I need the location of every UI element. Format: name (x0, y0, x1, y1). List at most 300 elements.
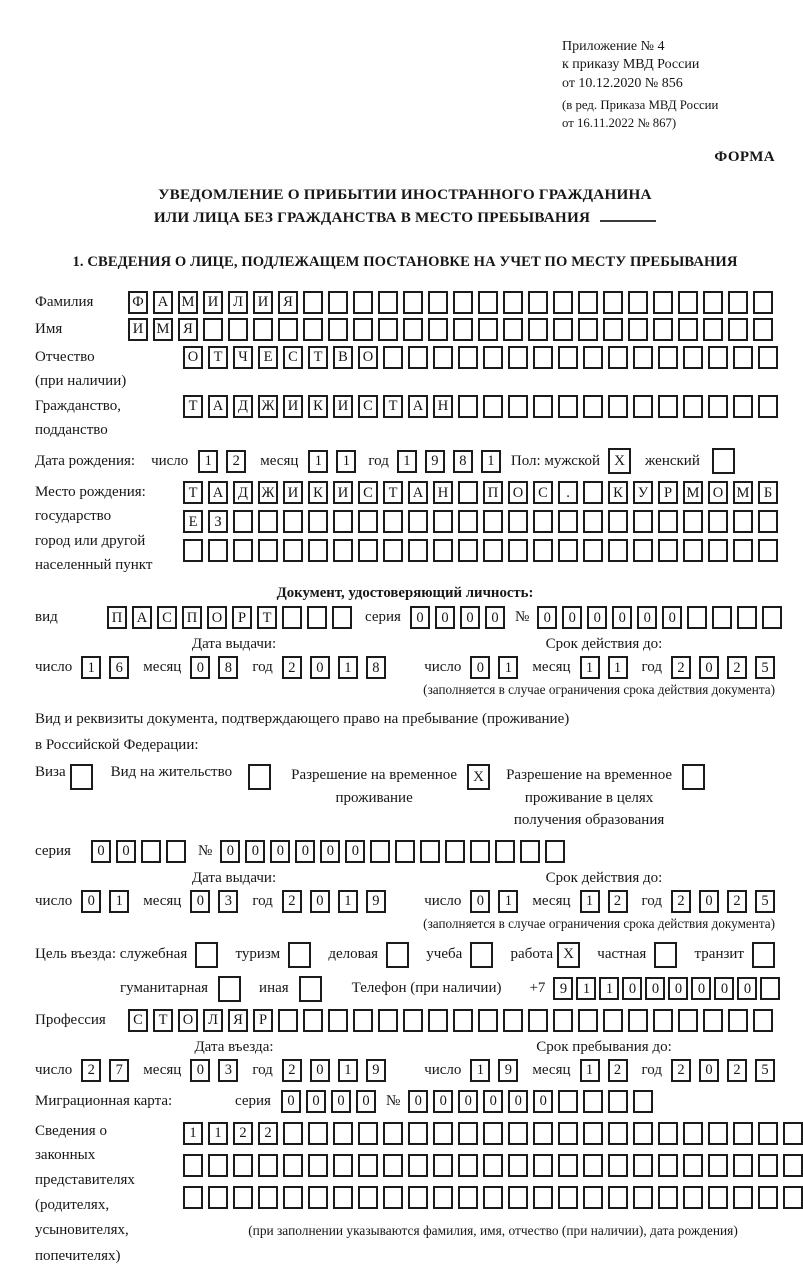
char-cell[interactable]: М (178, 291, 198, 314)
char-cell[interactable] (583, 510, 603, 533)
char-cell[interactable]: 2 (233, 1122, 253, 1145)
char-cell[interactable]: Р (232, 606, 252, 629)
purpose-private-checkbox[interactable] (654, 942, 677, 968)
char-cell[interactable]: 1 (580, 656, 600, 679)
char-cell[interactable] (508, 510, 528, 533)
char-cell[interactable] (458, 539, 478, 562)
char-cell[interactable] (678, 1009, 698, 1032)
char-cell[interactable]: Р (253, 1009, 273, 1032)
char-cell[interactable] (333, 1154, 353, 1177)
char-cell[interactable] (683, 1186, 703, 1209)
char-cell[interactable] (333, 1122, 353, 1145)
char-cell[interactable]: А (408, 395, 428, 418)
char-cell[interactable] (303, 318, 323, 341)
char-cell[interactable] (258, 539, 278, 562)
char-cell[interactable]: И (253, 291, 273, 314)
char-cell[interactable] (658, 539, 678, 562)
char-cell[interactable]: Т (383, 481, 403, 504)
char-cell[interactable] (733, 346, 753, 369)
char-cell[interactable]: К (308, 395, 328, 418)
char-cell[interactable]: 0 (485, 606, 505, 629)
char-cell[interactable] (583, 1154, 603, 1177)
char-cell[interactable] (628, 291, 648, 314)
char-cell[interactable] (308, 1186, 328, 1209)
char-cell[interactable] (558, 1154, 578, 1177)
char-cell[interactable] (283, 1186, 303, 1209)
char-cell[interactable]: А (208, 395, 228, 418)
char-cell[interactable] (578, 1009, 598, 1032)
char-cell[interactable] (733, 539, 753, 562)
char-cell[interactable] (528, 318, 548, 341)
char-cell[interactable] (403, 318, 423, 341)
char-cell[interactable]: О (183, 346, 203, 369)
char-cell[interactable] (608, 1154, 628, 1177)
char-cell[interactable] (383, 346, 403, 369)
representatives-cells-row1[interactable] (183, 1122, 803, 1145)
char-cell[interactable]: Н (433, 395, 453, 418)
char-cell[interactable]: 2 (727, 1059, 747, 1082)
char-cell[interactable]: Т (308, 346, 328, 369)
char-cell[interactable] (737, 606, 757, 629)
char-cell[interactable] (278, 1009, 298, 1032)
char-cell[interactable]: 0 (458, 1090, 478, 1113)
char-cell[interactable] (633, 346, 653, 369)
char-cell[interactable]: 1 (397, 450, 417, 473)
char-cell[interactable] (628, 318, 648, 341)
char-cell[interactable]: 0 (356, 1090, 376, 1113)
char-cell[interactable]: 2 (282, 890, 302, 913)
birth-year-cells[interactable] (397, 450, 501, 473)
char-cell[interactable] (658, 510, 678, 533)
char-cell[interactable] (458, 1122, 478, 1145)
char-cell[interactable] (533, 1186, 553, 1209)
char-cell[interactable] (333, 539, 353, 562)
char-cell[interactable] (508, 539, 528, 562)
char-cell[interactable] (658, 395, 678, 418)
char-cell[interactable] (428, 1009, 448, 1032)
char-cell[interactable] (762, 606, 782, 629)
char-cell[interactable] (458, 481, 478, 504)
char-cell[interactable]: 1 (470, 1059, 490, 1082)
char-cell[interactable] (283, 510, 303, 533)
char-cell[interactable]: Т (383, 395, 403, 418)
char-cell[interactable] (383, 1122, 403, 1145)
char-cell[interactable] (553, 1009, 573, 1032)
char-cell[interactable] (353, 1009, 373, 1032)
char-cell[interactable] (758, 1122, 778, 1145)
char-cell[interactable] (483, 1186, 503, 1209)
char-cell[interactable]: К (308, 481, 328, 504)
char-cell[interactable] (378, 318, 398, 341)
char-cell[interactable]: 0 (637, 606, 657, 629)
given-name-cells[interactable] (128, 318, 773, 341)
char-cell[interactable]: 0 (533, 1090, 553, 1113)
char-cell[interactable] (683, 539, 703, 562)
representatives-cells-row2[interactable] (183, 1154, 803, 1177)
char-cell[interactable]: 0 (91, 840, 111, 863)
char-cell[interactable] (608, 539, 628, 562)
char-cell[interactable] (282, 606, 302, 629)
char-cell[interactable]: Я (228, 1009, 248, 1032)
char-cell[interactable]: 0 (587, 606, 607, 629)
char-cell[interactable] (583, 1122, 603, 1145)
doc-series-cells[interactable] (410, 606, 505, 629)
char-cell[interactable] (733, 395, 753, 418)
char-cell[interactable] (633, 1154, 653, 1177)
char-cell[interactable]: Б (758, 481, 778, 504)
char-cell[interactable]: 9 (366, 1059, 386, 1082)
char-cell[interactable] (428, 318, 448, 341)
char-cell[interactable] (383, 510, 403, 533)
char-cell[interactable]: С (533, 481, 553, 504)
edu-permit-checkbox[interactable] (682, 764, 705, 790)
char-cell[interactable]: 2 (258, 1122, 278, 1145)
char-cell[interactable]: 8 (366, 656, 386, 679)
char-cell[interactable]: 0 (408, 1090, 428, 1113)
stay-issue-year-cells[interactable] (282, 890, 386, 913)
char-cell[interactable] (708, 1186, 728, 1209)
char-cell[interactable] (307, 606, 327, 629)
char-cell[interactable] (403, 291, 423, 314)
char-cell[interactable]: Ж (258, 481, 278, 504)
char-cell[interactable]: 8 (453, 450, 473, 473)
char-cell[interactable] (458, 510, 478, 533)
char-cell[interactable] (683, 1154, 703, 1177)
char-cell[interactable] (483, 510, 503, 533)
char-cell[interactable]: 0 (470, 656, 490, 679)
char-cell[interactable] (166, 840, 186, 863)
patronymic-cells[interactable] (183, 346, 778, 369)
char-cell[interactable] (558, 346, 578, 369)
char-cell[interactable]: 2 (81, 1059, 101, 1082)
char-cell[interactable] (583, 481, 603, 504)
char-cell[interactable] (332, 606, 352, 629)
char-cell[interactable] (603, 318, 623, 341)
char-cell[interactable] (433, 510, 453, 533)
char-cell[interactable] (483, 346, 503, 369)
char-cell[interactable] (608, 510, 628, 533)
char-cell[interactable] (728, 318, 748, 341)
char-cell[interactable]: 2 (671, 656, 691, 679)
stay-valid-year-cells[interactable] (671, 890, 775, 913)
char-cell[interactable] (708, 539, 728, 562)
char-cell[interactable] (408, 346, 428, 369)
purpose-transit-checkbox[interactable] (752, 942, 775, 968)
char-cell[interactable] (503, 291, 523, 314)
surname-cells[interactable] (128, 291, 773, 314)
char-cell[interactable] (533, 1122, 553, 1145)
char-cell[interactable] (583, 395, 603, 418)
char-cell[interactable] (608, 1122, 628, 1145)
char-cell[interactable] (258, 510, 278, 533)
char-cell[interactable]: 0 (537, 606, 557, 629)
char-cell[interactable]: П (182, 606, 202, 629)
char-cell[interactable]: Д (233, 395, 253, 418)
char-cell[interactable]: 1 (308, 450, 328, 473)
char-cell[interactable]: 2 (608, 890, 628, 913)
char-cell[interactable] (608, 1090, 628, 1113)
char-cell[interactable]: 0 (270, 840, 290, 863)
char-cell[interactable]: 0 (622, 977, 642, 1000)
char-cell[interactable] (708, 1154, 728, 1177)
char-cell[interactable]: О (708, 481, 728, 504)
char-cell[interactable]: 1 (338, 656, 358, 679)
char-cell[interactable] (508, 1186, 528, 1209)
identity-issue-month-cells[interactable] (190, 656, 238, 679)
char-cell[interactable]: 5 (755, 656, 775, 679)
char-cell[interactable] (208, 1154, 228, 1177)
char-cell[interactable]: А (408, 481, 428, 504)
char-cell[interactable]: 0 (410, 606, 430, 629)
char-cell[interactable]: 0 (190, 890, 210, 913)
char-cell[interactable]: 0 (345, 840, 365, 863)
char-cell[interactable]: Н (433, 481, 453, 504)
char-cell[interactable]: 0 (190, 1059, 210, 1082)
char-cell[interactable]: 9 (366, 890, 386, 913)
doc-number-cells[interactable] (537, 606, 782, 629)
purpose-humanitarian-checkbox[interactable] (218, 976, 241, 1002)
char-cell[interactable] (633, 1122, 653, 1145)
char-cell[interactable] (333, 1186, 353, 1209)
char-cell[interactable]: 0 (295, 840, 315, 863)
purpose-official-checkbox[interactable] (195, 942, 218, 968)
char-cell[interactable] (428, 291, 448, 314)
char-cell[interactable] (708, 1122, 728, 1145)
char-cell[interactable] (253, 318, 273, 341)
char-cell[interactable] (633, 539, 653, 562)
purpose-other-checkbox[interactable] (299, 976, 322, 1002)
char-cell[interactable]: И (203, 291, 223, 314)
char-cell[interactable]: 1 (336, 450, 356, 473)
char-cell[interactable] (678, 318, 698, 341)
char-cell[interactable]: 3 (218, 1059, 238, 1082)
char-cell[interactable]: 0 (433, 1090, 453, 1113)
char-cell[interactable] (328, 291, 348, 314)
char-cell[interactable] (483, 539, 503, 562)
char-cell[interactable] (558, 510, 578, 533)
visa-checkbox[interactable] (70, 764, 93, 790)
char-cell[interactable] (653, 1009, 673, 1032)
char-cell[interactable]: А (208, 481, 228, 504)
char-cell[interactable]: 0 (281, 1090, 301, 1113)
char-cell[interactable]: Т (257, 606, 277, 629)
char-cell[interactable]: 5 (755, 890, 775, 913)
char-cell[interactable]: Я (278, 291, 298, 314)
purpose-work-checkbox[interactable]: X (557, 942, 580, 968)
char-cell[interactable] (378, 291, 398, 314)
char-cell[interactable] (712, 606, 732, 629)
char-cell[interactable] (533, 510, 553, 533)
char-cell[interactable] (258, 1154, 278, 1177)
char-cell[interactable]: Т (183, 481, 203, 504)
char-cell[interactable] (703, 318, 723, 341)
profession-cells[interactable] (128, 1009, 773, 1032)
char-cell[interactable]: 2 (226, 450, 246, 473)
char-cell[interactable]: 0 (220, 840, 240, 863)
char-cell[interactable]: 7 (109, 1059, 129, 1082)
char-cell[interactable] (328, 1009, 348, 1032)
char-cell[interactable] (183, 1154, 203, 1177)
char-cell[interactable] (333, 510, 353, 533)
purpose-tourism-checkbox[interactable] (288, 942, 311, 968)
char-cell[interactable] (458, 346, 478, 369)
char-cell[interactable]: П (483, 481, 503, 504)
until-month-cells[interactable] (580, 1059, 628, 1082)
char-cell[interactable] (433, 1122, 453, 1145)
char-cell[interactable] (470, 840, 490, 863)
char-cell[interactable]: Д (233, 481, 253, 504)
char-cell[interactable]: 1 (580, 890, 600, 913)
char-cell[interactable] (478, 291, 498, 314)
purpose-business-checkbox[interactable] (386, 942, 409, 968)
char-cell[interactable] (508, 395, 528, 418)
temp-permit-checkbox[interactable]: X (467, 764, 490, 790)
char-cell[interactable]: 2 (671, 890, 691, 913)
char-cell[interactable] (308, 1154, 328, 1177)
char-cell[interactable] (358, 510, 378, 533)
char-cell[interactable] (653, 291, 673, 314)
char-cell[interactable] (283, 539, 303, 562)
char-cell[interactable] (658, 1154, 678, 1177)
char-cell[interactable] (433, 1154, 453, 1177)
char-cell[interactable] (753, 318, 773, 341)
char-cell[interactable] (583, 539, 603, 562)
char-cell[interactable] (728, 1009, 748, 1032)
char-cell[interactable] (303, 1009, 323, 1032)
char-cell[interactable] (283, 1122, 303, 1145)
char-cell[interactable]: 0 (508, 1090, 528, 1113)
char-cell[interactable]: Е (183, 510, 203, 533)
char-cell[interactable]: 0 (331, 1090, 351, 1113)
char-cell[interactable] (708, 395, 728, 418)
char-cell[interactable] (733, 1154, 753, 1177)
char-cell[interactable]: 1 (481, 450, 501, 473)
char-cell[interactable] (383, 1154, 403, 1177)
char-cell[interactable]: 0 (190, 656, 210, 679)
citizenship-cells[interactable] (183, 395, 778, 418)
char-cell[interactable] (508, 346, 528, 369)
birth-place-cells-row1[interactable] (183, 481, 778, 504)
char-cell[interactable] (308, 1122, 328, 1145)
char-cell[interactable] (458, 1154, 478, 1177)
char-cell[interactable] (703, 1009, 723, 1032)
char-cell[interactable] (683, 1122, 703, 1145)
char-cell[interactable] (453, 318, 473, 341)
char-cell[interactable] (453, 1009, 473, 1032)
char-cell[interactable]: 5 (755, 1059, 775, 1082)
char-cell[interactable]: 1 (338, 1059, 358, 1082)
char-cell[interactable] (633, 1090, 653, 1113)
char-cell[interactable] (508, 1122, 528, 1145)
char-cell[interactable] (758, 1186, 778, 1209)
char-cell[interactable] (687, 606, 707, 629)
char-cell[interactable]: Я (178, 318, 198, 341)
char-cell[interactable]: И (333, 395, 353, 418)
purpose-study-checkbox[interactable] (470, 942, 493, 968)
char-cell[interactable]: 0 (483, 1090, 503, 1113)
char-cell[interactable]: В (333, 346, 353, 369)
char-cell[interactable] (508, 1154, 528, 1177)
char-cell[interactable]: П (107, 606, 127, 629)
char-cell[interactable] (483, 1154, 503, 1177)
char-cell[interactable]: М (733, 481, 753, 504)
char-cell[interactable]: М (153, 318, 173, 341)
char-cell[interactable] (183, 1186, 203, 1209)
sex-female-checkbox[interactable] (712, 448, 735, 474)
char-cell[interactable] (758, 539, 778, 562)
char-cell[interactable] (408, 1186, 428, 1209)
char-cell[interactable]: 2 (727, 656, 747, 679)
char-cell[interactable]: 6 (109, 656, 129, 679)
char-cell[interactable]: И (333, 481, 353, 504)
char-cell[interactable] (458, 1186, 478, 1209)
char-cell[interactable]: 0 (662, 606, 682, 629)
char-cell[interactable]: Ж (258, 395, 278, 418)
char-cell[interactable] (578, 291, 598, 314)
char-cell[interactable] (433, 1186, 453, 1209)
char-cell[interactable]: С (128, 1009, 148, 1032)
char-cell[interactable]: Л (228, 291, 248, 314)
char-cell[interactable] (403, 1009, 423, 1032)
char-cell[interactable] (483, 1122, 503, 1145)
char-cell[interactable] (478, 318, 498, 341)
char-cell[interactable] (528, 1009, 548, 1032)
char-cell[interactable]: У (633, 481, 653, 504)
char-cell[interactable]: 0 (645, 977, 665, 1000)
char-cell[interactable] (628, 1009, 648, 1032)
char-cell[interactable]: 1 (81, 656, 101, 679)
char-cell[interactable] (353, 291, 373, 314)
char-cell[interactable] (408, 1122, 428, 1145)
char-cell[interactable] (545, 840, 565, 863)
identity-issue-day-cells[interactable] (81, 656, 129, 679)
char-cell[interactable] (495, 840, 515, 863)
char-cell[interactable] (658, 1122, 678, 1145)
char-cell[interactable] (408, 1154, 428, 1177)
char-cell[interactable] (358, 1122, 378, 1145)
migration-number-cells[interactable] (408, 1090, 653, 1113)
char-cell[interactable] (583, 1186, 603, 1209)
char-cell[interactable] (383, 539, 403, 562)
char-cell[interactable] (758, 1154, 778, 1177)
char-cell[interactable] (783, 1186, 803, 1209)
char-cell[interactable] (653, 318, 673, 341)
char-cell[interactable]: С (283, 346, 303, 369)
char-cell[interactable] (203, 318, 223, 341)
char-cell[interactable]: 0 (737, 977, 757, 1000)
char-cell[interactable] (358, 1154, 378, 1177)
char-cell[interactable]: Ф (128, 291, 148, 314)
entry-month-cells[interactable] (190, 1059, 238, 1082)
char-cell[interactable]: 1 (183, 1122, 203, 1145)
char-cell[interactable]: О (207, 606, 227, 629)
char-cell[interactable]: 0 (116, 840, 136, 863)
char-cell[interactable] (728, 291, 748, 314)
char-cell[interactable]: 9 (498, 1059, 518, 1082)
char-cell[interactable] (753, 291, 773, 314)
char-cell[interactable] (733, 510, 753, 533)
char-cell[interactable]: О (178, 1009, 198, 1032)
char-cell[interactable] (783, 1122, 803, 1145)
char-cell[interactable] (608, 395, 628, 418)
char-cell[interactable] (760, 977, 780, 1000)
char-cell[interactable] (183, 539, 203, 562)
char-cell[interactable]: И (128, 318, 148, 341)
char-cell[interactable]: 9 (425, 450, 445, 473)
char-cell[interactable] (533, 346, 553, 369)
char-cell[interactable] (683, 346, 703, 369)
identity-valid-year-cells[interactable] (671, 656, 775, 679)
